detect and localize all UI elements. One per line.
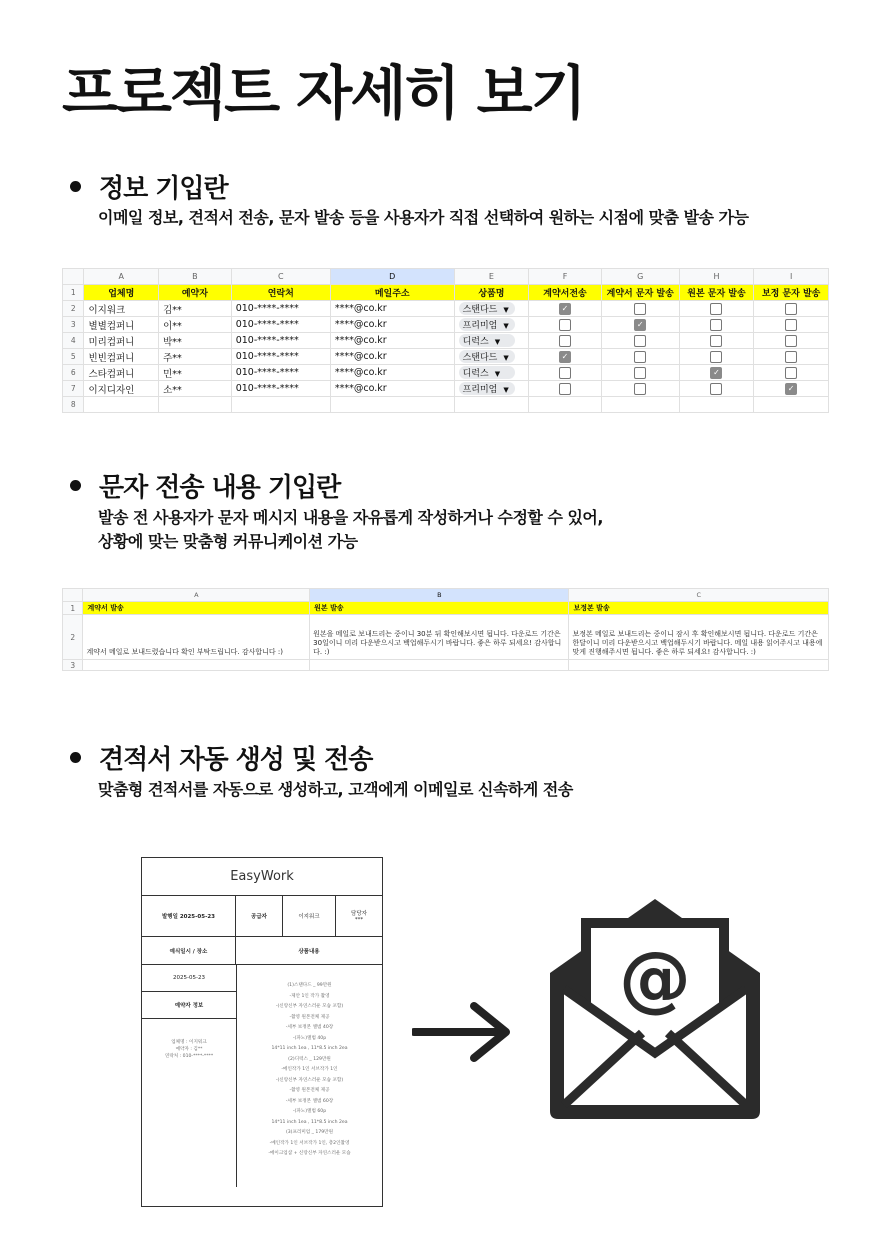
checkbox-cell <box>529 381 602 397</box>
phone-cell[interactable]: 010-****-**** <box>231 333 330 349</box>
product-cell[interactable] <box>454 365 529 381</box>
section-estimate <box>70 739 372 776</box>
checkbox[interactable] <box>710 383 722 395</box>
product-value: 프리미엄 <box>462 321 498 331</box>
estimate-document <box>141 857 383 1207</box>
checkbox-cell <box>601 381 679 397</box>
booker-info-label: 예약자 정보 <box>142 992 236 1019</box>
table-row <box>63 365 829 381</box>
row-number: 3 <box>63 660 83 671</box>
table-row <box>63 301 829 317</box>
svg-text:@: @ <box>619 936 691 1020</box>
estimate-logo: EasyWork <box>142 858 382 896</box>
bullet-icon <box>70 480 81 491</box>
col-letter[interactable]: D <box>330 269 454 285</box>
estimate-item-line: -세부 보정본 앨범 60장 <box>285 1098 334 1104</box>
product-cell[interactable] <box>454 349 529 365</box>
email-cell[interactable]: ****@co.kr <box>330 333 454 349</box>
empty-cell[interactable] <box>159 397 232 413</box>
estimate-item-line: -메인작가 1인 서브작가 1인 <box>281 1067 338 1072</box>
supplier-label: 공급자 <box>236 896 283 936</box>
description-line: 상황에 맞는 맞춤형 커뮤니케이션 가능 <box>98 532 358 551</box>
section-title: 정보 기입란 <box>99 174 228 204</box>
checkbox-cell <box>754 317 829 333</box>
col-letter[interactable]: A <box>83 589 310 602</box>
row-number: 7 <box>63 381 84 397</box>
checkbox[interactable] <box>710 319 722 331</box>
caret-down-icon: ▼ <box>503 306 509 314</box>
header-cell[interactable]: 원본 발송 <box>310 602 569 615</box>
empty-cell[interactable] <box>231 397 330 413</box>
company-line: 업체명 : 이지워크 <box>171 1039 207 1045</box>
checkbox-cell <box>754 349 829 365</box>
header-cell[interactable]: 상품명 <box>454 285 529 301</box>
row-number: 8 <box>63 397 84 413</box>
booker-line: 예약자 : 김** <box>175 1046 203 1052</box>
checkbox-cell <box>754 365 829 381</box>
estimate-item-line: -메인작가 1인 서브작가 1인, 총2인촬영 <box>269 1140 350 1146</box>
estimate-item-line: -(신랑신부 자연스러운 모습 포함) <box>275 1077 344 1083</box>
checkbox[interactable] <box>559 335 571 347</box>
estimate-item-line: -세부 보정본 앨범 40장 <box>285 1025 334 1030</box>
product-cell[interactable] <box>454 301 529 317</box>
phone-cell[interactable]: 010-****-**** <box>231 365 330 381</box>
email-cell[interactable]: ****@co.kr <box>330 381 454 397</box>
estimate-item-line: -(파노)앨범 40p <box>292 1035 327 1041</box>
product-dropdown[interactable] <box>459 350 515 363</box>
checkbox-cell <box>679 365 754 381</box>
phone-cell[interactable]: 010-****-**** <box>231 301 330 317</box>
product-cell[interactable] <box>454 317 529 333</box>
manager-value: *** <box>354 917 364 923</box>
estimate-item-line: 14*11 inch 1ea , 11*8.5 inch 2ea <box>271 1046 348 1051</box>
checkbox-cell <box>601 317 679 333</box>
company-cell[interactable]: 미리컴퍼니 <box>84 333 159 349</box>
company-cell[interactable]: 빈빈컴퍼니 <box>84 349 159 365</box>
checkbox-cell <box>679 301 754 317</box>
row-number: 4 <box>63 333 84 349</box>
table-row <box>63 333 829 349</box>
checkbox[interactable]: ✓ <box>559 351 571 363</box>
empty-cell[interactable] <box>529 397 602 413</box>
col-letter[interactable]: G <box>601 269 679 285</box>
right-arrow-icon <box>412 1000 516 1064</box>
booker-cell[interactable]: 민** <box>159 365 232 381</box>
checkbox[interactable] <box>634 335 646 347</box>
row-number: 2 <box>63 301 84 317</box>
email-cell[interactable]: ****@co.kr <box>330 349 454 365</box>
table-row <box>63 317 829 333</box>
section-title: 문자 전송 내용 기입란 <box>99 473 341 503</box>
booker-details <box>142 1019 236 1079</box>
checkbox-cell <box>601 365 679 381</box>
checkbox-cell <box>529 301 602 317</box>
booker-cell[interactable]: 이** <box>159 317 232 333</box>
booker-cell[interactable]: 박** <box>159 333 232 349</box>
estimate-item-line: -메이크업샵 + 신랑신부 자연스러운 모습 <box>268 1151 351 1156</box>
header-cell[interactable]: 계약서 발송 <box>83 602 310 615</box>
caret-down-icon: ▼ <box>503 386 509 394</box>
product-dropdown[interactable] <box>459 334 515 347</box>
corner-cell <box>63 589 83 602</box>
checkbox-cell <box>601 301 679 317</box>
product-cell[interactable] <box>454 381 529 397</box>
estimate-item-line: 14*11 inch 1ea , 11*8.5 inch 2ea <box>271 1119 348 1125</box>
manager-cell <box>336 896 382 936</box>
row-number: 6 <box>63 365 84 381</box>
phone-cell[interactable]: 010-****-**** <box>231 381 330 397</box>
empty-cell[interactable] <box>679 397 754 413</box>
row-number: 1 <box>63 285 84 301</box>
checkbox-cell <box>529 333 602 349</box>
header-cell[interactable]: 보정본 발송 <box>569 602 829 615</box>
message-template-sheet <box>62 588 829 671</box>
bullet-icon <box>70 752 81 763</box>
booker-cell[interactable]: 김** <box>159 301 232 317</box>
estimate-item-line: (3)프리미엄 _ 179만원 <box>285 1130 334 1135</box>
estimate-item-line: -제안 1인 작가 촬영 <box>289 993 330 999</box>
col-letter[interactable]: C <box>569 589 829 602</box>
product-value: 디럭스 <box>462 369 489 379</box>
empty-cell[interactable] <box>330 397 454 413</box>
company-cell[interactable]: 별별컴퍼니 <box>84 317 159 333</box>
phone-line: 연락처 : 010-****-**** <box>164 1053 214 1059</box>
estimate-item-line: (1)스탠다드 _ 99만원 <box>287 983 332 988</box>
row-number: 3 <box>63 317 84 333</box>
company-cell[interactable]: 이지워크 <box>84 301 159 317</box>
checkbox-cell <box>754 301 829 317</box>
row-number: 2 <box>63 615 83 660</box>
checkbox[interactable] <box>785 303 797 315</box>
checkbox[interactable] <box>559 367 571 379</box>
checkbox[interactable] <box>634 367 646 379</box>
product-cell[interactable] <box>454 333 529 349</box>
issue-date: 발행일 2025-05-23 <box>142 896 236 936</box>
estimate-item-line: (2)디럭스 _ 129만원 <box>288 1056 331 1062</box>
caret-down-icon: ▼ <box>494 370 501 378</box>
row-number: 1 <box>63 602 83 615</box>
section-message-entry <box>70 467 340 504</box>
caret-down-icon: ▼ <box>503 322 509 330</box>
checkbox[interactable] <box>559 319 571 331</box>
header-cell[interactable]: 업체명 <box>84 285 159 301</box>
company-cell[interactable]: 스타컴퍼니 <box>84 365 159 381</box>
col-letter[interactable]: A <box>84 269 159 285</box>
checkbox-cell <box>601 333 679 349</box>
company-cell[interactable]: 이지디자인 <box>84 381 159 397</box>
estimate-item-line: -촬영 원본전체 제공 <box>289 1088 330 1093</box>
customer-info-sheet <box>62 268 829 413</box>
checkbox[interactable] <box>559 383 571 395</box>
section-title: 견적서 자동 생성 및 전송 <box>99 745 373 775</box>
col-letter[interactable]: H <box>679 269 754 285</box>
checkbox-cell <box>679 349 754 365</box>
header-cell[interactable]: 연락처 <box>231 285 330 301</box>
booker-cell[interactable]: 주** <box>159 349 232 365</box>
col-letter[interactable]: B <box>310 589 569 602</box>
header-cell[interactable]: 원본 문자 발송 <box>679 285 754 301</box>
checkbox[interactable] <box>710 335 722 347</box>
checkbox-cell <box>679 333 754 349</box>
manager-label: 담당자 <box>351 911 367 917</box>
empty-cell[interactable] <box>83 660 310 671</box>
checkbox[interactable] <box>785 319 797 331</box>
header-cell[interactable]: 계약서 문자 발송 <box>601 285 679 301</box>
product-value: 디럭스 <box>462 337 489 347</box>
empty-cell[interactable] <box>569 660 829 671</box>
section-description: 맞춤형 견적서를 자동으로 생성하고, 고객에게 이메일로 신속하게 전송 <box>98 780 573 799</box>
email-cell[interactable]: ****@co.kr <box>330 301 454 317</box>
retouched-message-cell[interactable]: 보정본 메일로 보내드리는 중이니 잠시 후 확인해보시면 됩니다. 다운로드 기간은 한달이니 미리 다운받으시고 백업해두시기 바랍니다. 메일 내용 읽어주시고 내용에 맞게 진행해주시면 됩니다. 좋은 하루 되세요! 감사합니다. :) <box>569 615 829 660</box>
product-dropdown[interactable] <box>459 302 515 315</box>
checkbox[interactable]: ✓ <box>634 319 646 331</box>
checkbox-cell <box>601 349 679 365</box>
phone-cell[interactable]: 010-****-**** <box>231 317 330 333</box>
col-letter[interactable]: B <box>159 269 232 285</box>
checkbox[interactable] <box>634 383 646 395</box>
checkbox[interactable] <box>710 351 722 363</box>
row-number: 5 <box>63 349 84 365</box>
estimate-item-line: -촬영 원본전체 제공 <box>289 1014 330 1020</box>
checkbox[interactable] <box>634 303 646 315</box>
checkbox-cell <box>529 317 602 333</box>
product-dropdown[interactable] <box>459 382 515 395</box>
envelope-at-icon <box>542 893 768 1123</box>
empty-cell[interactable] <box>84 397 159 413</box>
description-line: 발송 전 사용자가 문자 메시지 내용을 자유롭게 작성하거나 수정할 수 있어, <box>98 508 603 527</box>
product-dropdown[interactable] <box>459 366 515 379</box>
date-place-label: 예식일시 / 장소 <box>142 937 236 964</box>
checkbox[interactable]: ✓ <box>785 383 797 395</box>
checkbox[interactable] <box>785 367 797 379</box>
bullet-icon <box>70 181 81 192</box>
email-cell[interactable]: ****@co.kr <box>330 365 454 381</box>
checkbox[interactable]: ✓ <box>710 367 722 379</box>
caret-down-icon: ▼ <box>494 338 501 346</box>
checkbox-cell <box>529 349 602 365</box>
contract-message-cell[interactable]: 계약서 메일로 보내드렸습니다 확인 부탁드립니다. 감사합니다 :) <box>83 615 310 660</box>
product-value: 프리미엄 <box>462 385 498 395</box>
empty-cell[interactable] <box>754 397 829 413</box>
checkbox[interactable] <box>785 335 797 347</box>
page-title: 프로젝트 자세히 보기 <box>62 59 585 127</box>
corner-cell <box>63 269 84 285</box>
original-message-cell[interactable]: 원본을 메일로 보내드리는 중이니 30분 뒤 확인해보시면 됩니다. 다운로드 기간은 30일이니 미리 다운받으시고 백업해두시기 바랍니다. 좋은 하루 되세요! 감사합니다. :) <box>310 615 569 660</box>
phone-cell[interactable]: 010-****-**** <box>231 349 330 365</box>
table-row <box>63 381 829 397</box>
header-cell[interactable]: 보정 문자 발송 <box>754 285 829 301</box>
checkbox-cell <box>754 333 829 349</box>
section-description: 이메일 정보, 견적서 전송, 문자 발송 등을 사용자가 직접 선택하여 원하는 시점에 맞춤 발송 가능 <box>98 208 749 227</box>
checkbox[interactable] <box>710 303 722 315</box>
checkbox[interactable] <box>634 351 646 363</box>
product-value: 스탠다드 <box>462 305 498 315</box>
supplier-value: 이지워크 <box>283 896 336 936</box>
empty-cell[interactable] <box>310 660 569 671</box>
header-cell[interactable]: 예약자 <box>159 285 232 301</box>
empty-cell[interactable] <box>454 397 529 413</box>
product-value: 스탠다드 <box>462 353 498 363</box>
section-info-entry <box>70 168 228 205</box>
section-description <box>98 506 603 554</box>
estimate-item-line: -(신랑신부 자연스러운 모습 포함) <box>275 1004 344 1009</box>
estimate-items <box>237 965 382 1187</box>
booker-cell[interactable]: 소** <box>159 381 232 397</box>
checkbox[interactable]: ✓ <box>559 303 571 315</box>
checkbox-cell <box>529 365 602 381</box>
col-letter[interactable]: I <box>754 269 829 285</box>
product-dropdown[interactable] <box>459 318 515 331</box>
checkbox-cell <box>754 381 829 397</box>
col-letter[interactable]: F <box>529 269 602 285</box>
product-label: 상품내용 <box>298 948 320 955</box>
checkbox[interactable] <box>785 351 797 363</box>
estimate-item-line: -(파노)앨범 60p <box>292 1109 327 1114</box>
col-letter[interactable]: C <box>231 269 330 285</box>
checkbox-cell <box>679 317 754 333</box>
event-date: 2025-05-23 <box>142 965 236 992</box>
caret-down-icon: ▼ <box>503 354 509 362</box>
col-letter[interactable]: E <box>454 269 529 285</box>
header-cell[interactable]: 메일주소 <box>330 285 454 301</box>
checkbox-cell <box>679 381 754 397</box>
email-cell[interactable]: ****@co.kr <box>330 317 454 333</box>
table-row <box>63 349 829 365</box>
header-cell[interactable]: 계약서전송 <box>529 285 602 301</box>
empty-cell[interactable] <box>601 397 679 413</box>
